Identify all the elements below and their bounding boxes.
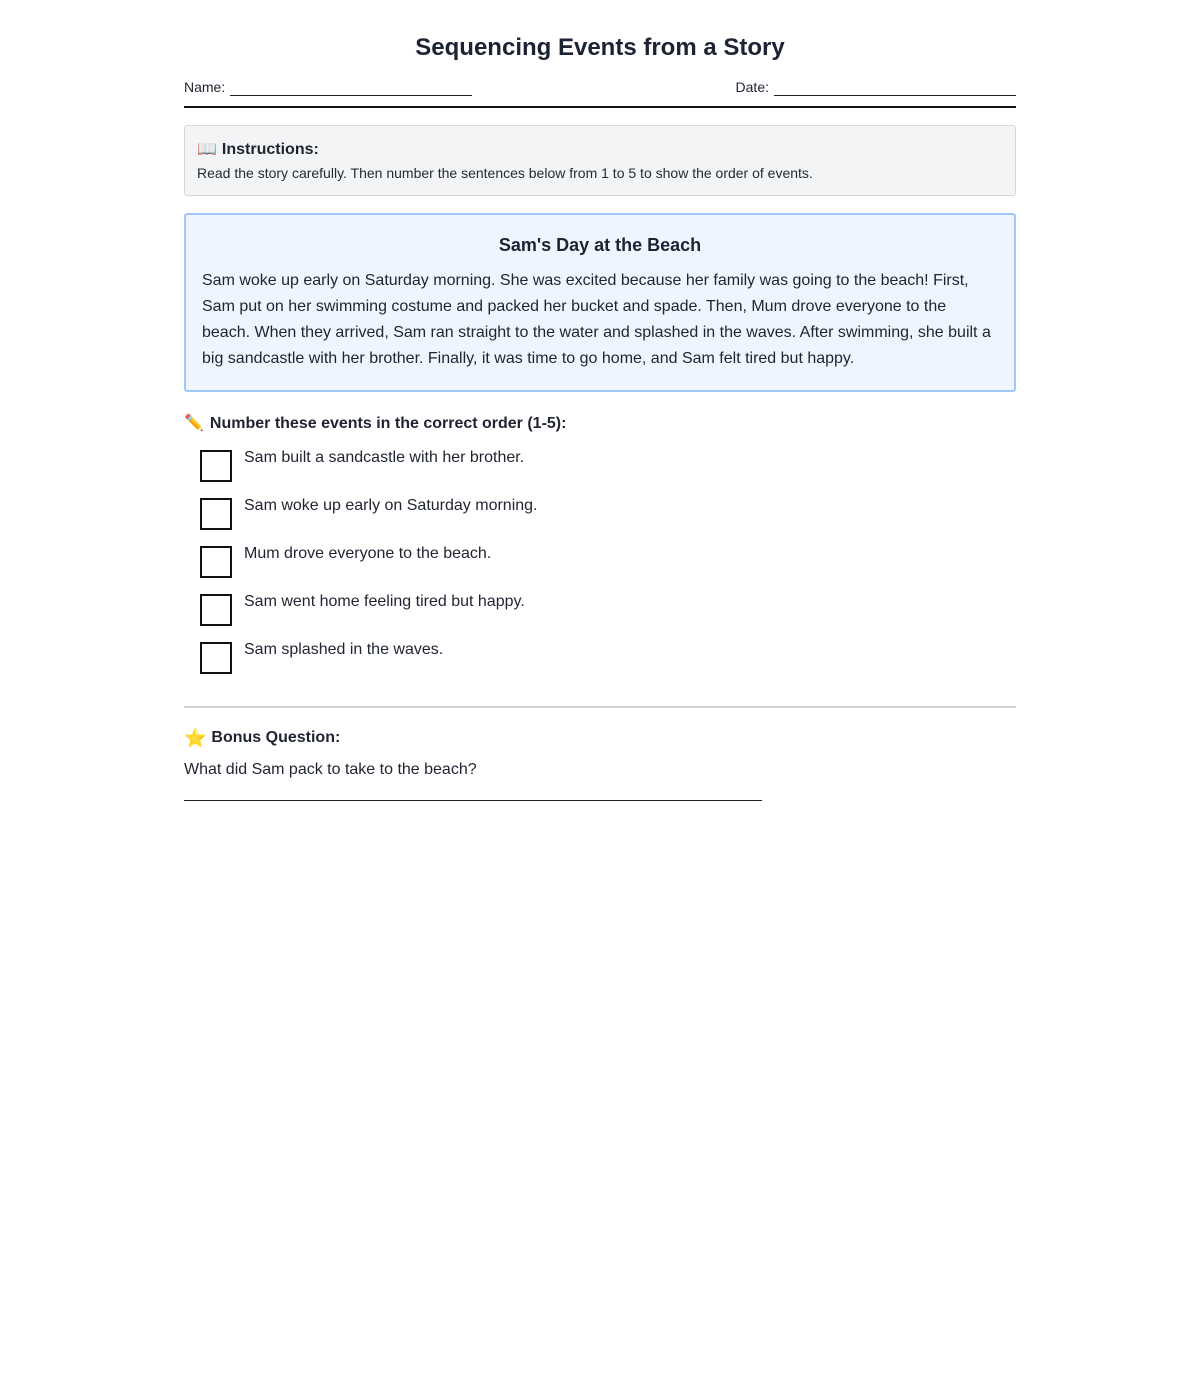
event-text: Sam went home feeling tired but happy. [244, 593, 525, 610]
order-number-box[interactable] [200, 546, 232, 578]
event-item [200, 640, 1016, 688]
event-text: Sam built a sandcastle with her brother. [244, 449, 525, 466]
event-item [200, 544, 1016, 592]
instructions-heading: Instructions: [221, 141, 319, 158]
date-field [736, 78, 1016, 96]
event-item [200, 496, 1016, 544]
event-text: Sam woke up early on Saturday morning. [244, 497, 538, 514]
event-list [184, 448, 1016, 688]
event-item [200, 592, 1016, 640]
name-field [184, 78, 472, 96]
name-label: Name: [184, 79, 226, 95]
order-number-box[interactable] [200, 642, 232, 674]
event-text: Mum drove everyone to the beach. [244, 545, 492, 562]
name-input-line[interactable] [230, 81, 472, 96]
order-number-box[interactable] [200, 594, 232, 626]
instructions-box [184, 125, 1016, 196]
event-item [200, 448, 1016, 496]
event-text: Sam splashed in the waves. [244, 641, 444, 658]
worksheet-page [184, 0, 1016, 801]
task-heading-row [184, 414, 1016, 434]
bonus-answer-line[interactable] [184, 800, 762, 801]
star-icon: ⭐ [184, 728, 207, 748]
task-heading: Number these events in the correct order (1-5): [209, 415, 567, 432]
story-box [184, 213, 1016, 392]
pencil-icon: ✏️ [184, 415, 204, 432]
story-title: Sam's Day at the Beach [498, 235, 702, 255]
date-input-line[interactable] [774, 81, 1016, 96]
instructions-heading-row [197, 140, 1003, 160]
book-icon: 📖 [197, 141, 217, 158]
story-text: Sam woke up early on Saturday morning. She was excited because her family was going to the beach! First, Sam put on her swimming costume and packed her bucket and spade. Then, Mum drove everyone to the beach. When they arrived, Sam ran straight to the water and splashed in the waves. After swimming, she built a big sandcastle with her brother. Finally, it was time to go home, and Sam felt tired but happy. [202, 272, 991, 367]
header-fields [184, 78, 1016, 108]
bonus-heading-row [184, 728, 1016, 748]
bonus-heading: Bonus Question: [211, 729, 341, 746]
section-divider [184, 706, 1016, 708]
date-label: Date: [735, 79, 769, 95]
order-number-box[interactable] [200, 498, 232, 530]
page-title: Sequencing Events from a Story [415, 34, 785, 61]
bonus-question: What did Sam pack to take to the beach? [184, 761, 477, 778]
instructions-text: Read the story carefully. Then number the sentences below from 1 to 5 to show the order of events. [197, 165, 813, 181]
order-number-box[interactable] [200, 450, 232, 482]
